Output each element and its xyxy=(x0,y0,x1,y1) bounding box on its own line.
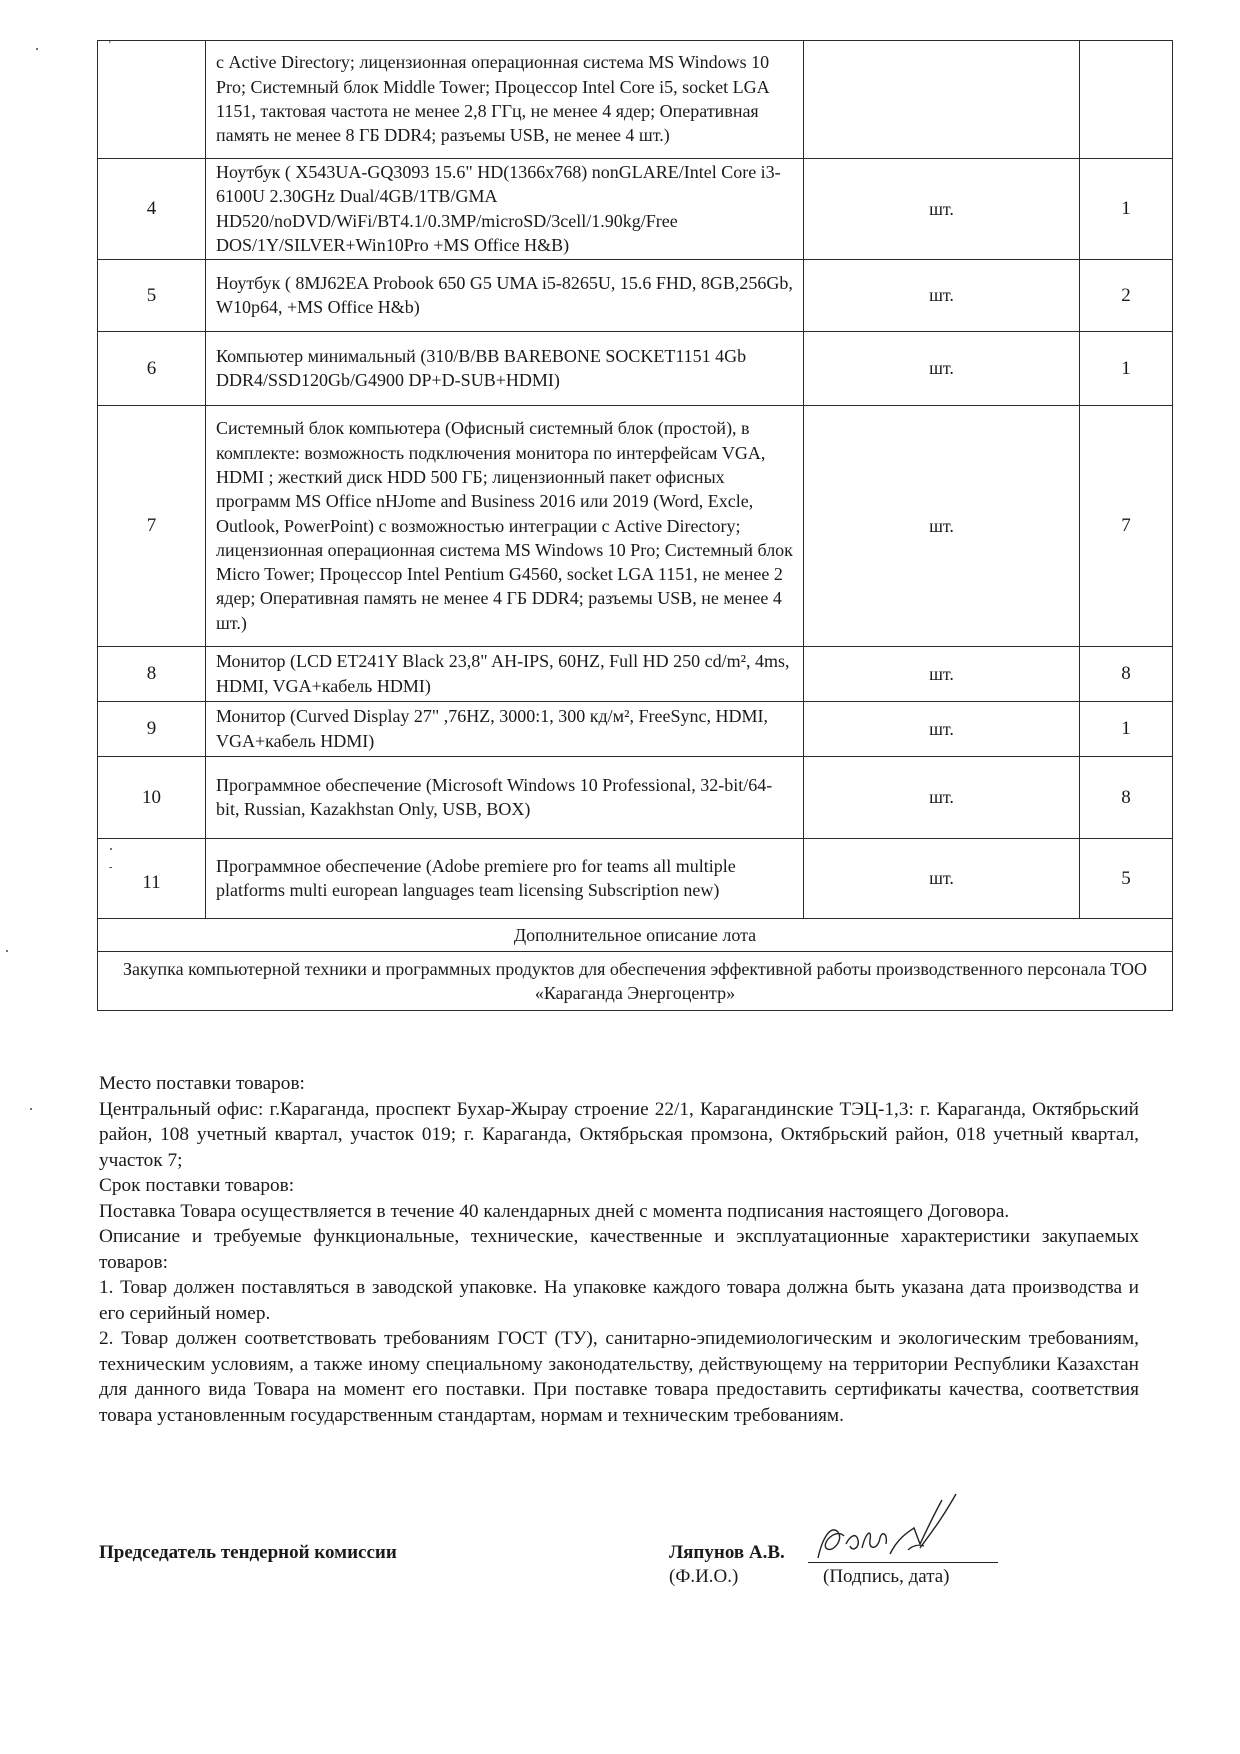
item-description: Программное обеспечение (Microsoft Windows 10 Professional, 32-bit/64-bit, Russian, Kazakhstan Only, USB, BOX) xyxy=(206,757,804,839)
scan-mark: ' xyxy=(109,40,111,51)
item-unit: шт. xyxy=(804,647,1080,702)
lot-title: Дополнительное описание лота xyxy=(98,919,1173,952)
item-unit: шт. xyxy=(804,332,1080,406)
item-quantity: 1 xyxy=(1080,702,1173,757)
fio-caption: (Ф.И.О.) xyxy=(669,1566,739,1587)
term-heading: Срок поставки товаров: xyxy=(99,1175,295,1196)
requirement-2: 2. Товар должен соответствовать требованиям ГОСТ (ТУ), санитарно-эпидемиологическим и экологическим требованиям, техническим условиям, а также иному специальному законодательству, действующему на территории Республики Казахстан для данного вида Товара на момент его поставки. При поставке товара предоставить сертификаты качества, соответствия товара установленным государственным стандартам, нормам и техническим требованиям. xyxy=(99,1328,1139,1426)
item-quantity: 1 xyxy=(1080,159,1173,260)
item-quantity: 8 xyxy=(1080,647,1173,702)
item-quantity xyxy=(1080,41,1173,159)
table-row xyxy=(98,260,1173,332)
item-unit: шт. xyxy=(804,702,1080,757)
term-text: Поставка Товара осуществляется в течение 40 календарных дней с момента подписания настоящего Договора. xyxy=(99,1200,1010,1222)
place-text: Центральный офис: г.Караганда, проспект Бухар-Жырау строение 22/1, Карагандинские ТЭЦ-1,3: г. Караганда, Октябрьский район, 108 учетный квартал, участок 019; г. Караганда, Октябрьская промзона, Октябрьский район, 018 учетный квартал, участок 7; xyxy=(99,1098,1139,1171)
scan-speck xyxy=(30,1108,32,1110)
item-description: Монитор (Curved Display 27" ,76HZ, 3000:1, 300 кд/м², FreeSync, HDMI, VGA+кабель HDMI) xyxy=(206,702,804,757)
item-unit: шт. xyxy=(804,260,1080,332)
item-quantity: 8 xyxy=(1080,757,1173,839)
table-row xyxy=(98,702,1173,757)
lot-title-row xyxy=(98,919,1173,952)
item-quantity: 2 xyxy=(1080,260,1173,332)
item-description: Программное обеспечение (Adobe premiere pro for teams all multiple platforms multi european languages team licensing Subscription new) xyxy=(206,839,804,919)
chairman-label: Председатель тендерной комиссии xyxy=(99,1542,397,1563)
item-unit: шт. xyxy=(804,159,1080,260)
lot-description: Закупка компьютерной техники и программных продуктов для обеспечения эффективной работы производственного персонала ТОО «Караганда Энергоцентр» xyxy=(98,952,1173,1011)
item-description: Компьютер минимальный (310/B/BB BAREBONE SOCKET1151 4Gb DDR4/SSD120Gb/G4900 DP+D-SUB+HDMI) xyxy=(206,332,804,406)
delivery-terms xyxy=(99,1071,1139,1428)
item-number: 6 xyxy=(98,332,206,406)
item-description: Монитор (LCD ET241Y Black 23,8" AH-IPS, 60HZ, Full HD 250 cd/m², 4ms, HDMI, VGA+кабель HDMI) xyxy=(206,647,804,702)
table-row xyxy=(98,647,1173,702)
item-quantity: 5 xyxy=(1080,839,1173,919)
scan-mark: - xyxy=(109,861,113,873)
item-quantity: 7 xyxy=(1080,406,1173,647)
item-number: 9 xyxy=(98,702,206,757)
table-row xyxy=(98,406,1173,647)
scan-speck xyxy=(36,48,38,50)
description-heading: Описание и требуемые функциональные, технические, качественные и эксплуатационные характеристики закупаемых товаров: xyxy=(99,1226,1139,1273)
table-row xyxy=(98,839,1173,919)
table-row xyxy=(98,41,1173,159)
item-number: 4 xyxy=(98,159,206,260)
signature-caption: (Подпись, дата) xyxy=(823,1566,950,1587)
handwritten-signature xyxy=(808,1488,988,1572)
item-unit: шт. xyxy=(804,406,1080,647)
requirement-1: 1. Товар должен поставляться в заводской упаковке. На упаковке каждого товара должна быть указана дата производства и его серийный номер. xyxy=(99,1277,1139,1324)
scan-speck xyxy=(6,950,8,952)
item-description: Ноутбук ( 8MJ62EA Probook 650 G5 UMA i5-8265U, 15.6 FHD, 8GB,256Gb, W10p64, +MS Office H&b) xyxy=(206,260,804,332)
signer-name: Ляпунов А.В. xyxy=(669,1542,785,1563)
table-row xyxy=(98,332,1173,406)
item-number xyxy=(98,41,206,159)
lot-text-row xyxy=(98,952,1173,1011)
item-unit: шт. xyxy=(804,839,1080,919)
item-number: 5 xyxy=(98,260,206,332)
item-number: 7 xyxy=(98,406,206,647)
place-heading: Место поставки товаров: xyxy=(99,1073,305,1094)
table-row xyxy=(98,757,1173,839)
item-unit xyxy=(804,41,1080,159)
scan-speck xyxy=(110,848,112,850)
item-description: Системный блок компьютера (Офисный системный блок (простой), в комплекте: возможность подключения монитора по интерфейсам VGA, HDMI ; жесткий диск HDD 500 ГБ; лицензионный пакет офисных программ MS Office nHJome and Business 2016 или 2019 (Word, Excle, Outlook, PowerPoint) с возможностью интеграции с Active Directory; лицензионная операционная система MS Windows 10 Pro; Системный блок Micro Tower; Процессор Intel Pentium G4560, socket LGA 1151, не менее 2 ядер; Оперативная память не менее 4 ГБ DDR4; разъемы USB, не менее 4 шт.) xyxy=(206,406,804,647)
item-number: - 11 xyxy=(98,839,206,919)
item-description: с Active Directory; лицензионная операционная система MS Windows 10 Pro; Системный блок Middle Tower; Процессор Intel Core i5, socket LGA 1151, тактовая частота не менее 2,8 ГГц, не менее 4 ядер; Оперативная память не менее 8 ГБ DDR4; разъемы USB, не менее 4 шт.) xyxy=(206,41,804,159)
item-number: 10 xyxy=(98,757,206,839)
item-description: Ноутбук ( X543UA-GQ3093 15.6" HD(1366x768) nonGLARE/Intel Core i3-6100U 2.30GHz Dual/4GB/1TB/GMA HD520/noDVD/WiFi/BT4.1/0.3MP/microSD/3cell/1.90kg/Free DOS/1Y/SILVER+Win10Pro +MS Office H&B) xyxy=(206,159,804,260)
item-quantity: 1 xyxy=(1080,332,1173,406)
table-row xyxy=(98,159,1173,260)
item-number: 8 xyxy=(98,647,206,702)
item-unit: шт. xyxy=(804,757,1080,839)
goods-table xyxy=(97,40,1173,1011)
